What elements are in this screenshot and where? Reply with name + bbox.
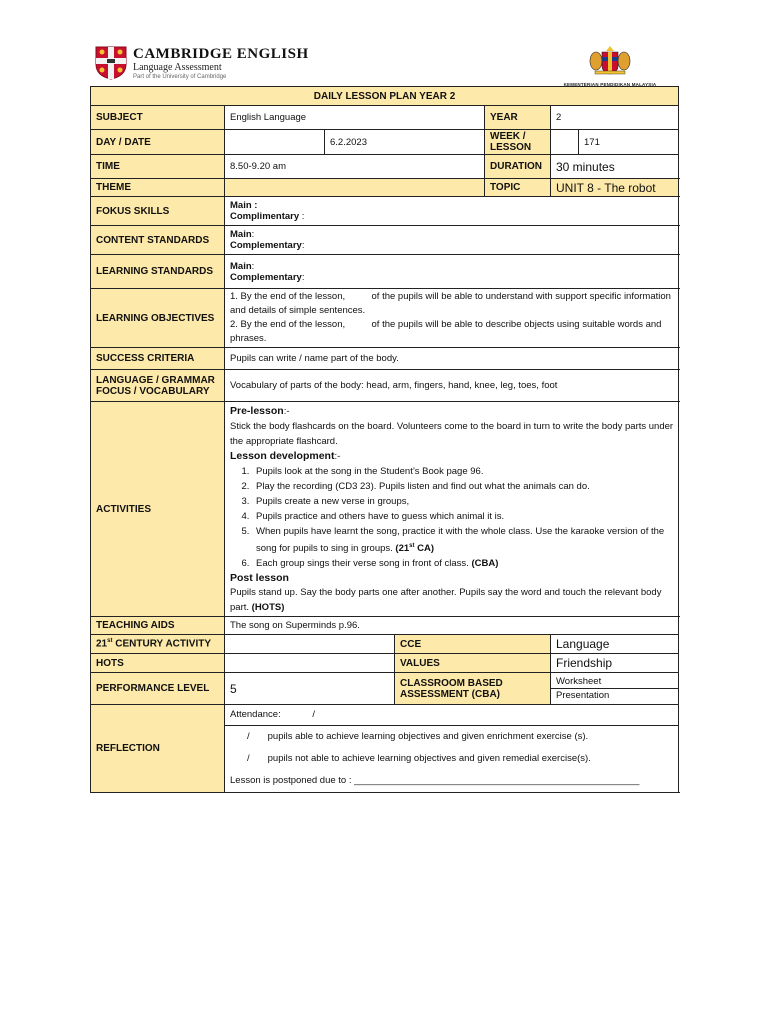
learning-standards-label: LEARNING STANDARDS [91, 255, 225, 289]
theme-label: THEME [91, 179, 225, 197]
lesson-value: 171 [579, 130, 679, 155]
malaysia-crest-icon [585, 44, 635, 76]
subject-value: English Language [225, 106, 485, 130]
logo-tagline: Part of the University of Cambridge [133, 73, 227, 80]
list-item: 1. Pupils look at the song in the Student’s Book page 96. [252, 464, 673, 479]
date-value: 6.2.2023 [325, 130, 485, 155]
activities-value [225, 402, 679, 617]
plan-title: DAILY LESSON PLAN YEAR 2 [91, 87, 679, 106]
topic-value: UNIT 8 - The robot [551, 179, 679, 197]
objective-1: 1. By the end of the lesson, of the pupils will be able to understand with support specific information and details of simple sentences. [230, 291, 674, 316]
lesson-development-heading: Lesson development:- [230, 450, 341, 462]
teaching-aids-label: TEACHING AIDS [91, 617, 225, 635]
list-item: 4. Pupils practice and others have to guess which animal it is. [252, 509, 673, 524]
time-value: 8.50-9.20 am [225, 155, 485, 179]
cce-label: CCE [395, 635, 551, 654]
year-value: 2 [551, 106, 679, 130]
fokus-main: Main : [230, 200, 258, 211]
values-value: Friendship [551, 654, 679, 673]
cba-presentation: Presentation [556, 690, 610, 702]
time-label: TIME [91, 155, 225, 179]
topic-label: TOPIC [485, 179, 551, 197]
logo-subtitle: Language Assessment [133, 61, 222, 73]
success-criteria-value: Pupils can write / name part of the body. [225, 348, 679, 370]
attendance-line: Attendance: / [225, 705, 678, 726]
teaching-aids-value: The song on Superminds p.96. [225, 617, 679, 635]
content-standards-value: Main: Complementary: [225, 226, 679, 255]
cambridge-logo [95, 46, 309, 80]
logo-title: CAMBRIDGE ENGLISH [133, 45, 309, 62]
lesson-plan-table [90, 86, 679, 793]
week-lesson-label: WEEK / LESSON [485, 130, 551, 155]
reflection-value [225, 705, 679, 793]
fokus-skills-label: FOKUS SKILLS [91, 197, 225, 226]
day-date-label: DAY / DATE [91, 130, 225, 155]
list-item: 5. When pupils have learnt the song, practice it with the whole class. Use the karaoke version of the song for pupils to sing in groups. (21st CA) [252, 524, 673, 556]
fokus-comp-line: Complimentary : [230, 211, 305, 222]
document-header [95, 46, 675, 86]
reflection-line-2: / pupils not able to achieve learning objectives and given remedial exercise(s). [247, 753, 591, 765]
language-focus-label: LANGUAGE / GRAMMAR FOCUS / VOCABULARY [91, 370, 225, 402]
pre-lesson-text: Stick the body flashcards on the board. Volunteers come to the board in turn to write the body parts under the appropriate flashcard. [230, 421, 674, 447]
ministry-crest [555, 44, 665, 87]
learning-objectives-label: LEARNING OBJECTIVES [91, 289, 225, 348]
theme-value [225, 179, 485, 197]
list-item: 2. Play the recording (CD3 23). Pupils listen and find out what the animals can do. [252, 479, 673, 494]
values-label: VALUES [395, 654, 551, 673]
cba-label: CLASSROOM BASED ASSESSMENT (CBA) [395, 673, 551, 705]
list-item: 3. Pupils create a new verse in groups, [252, 494, 673, 509]
performance-level-value: 5 [225, 673, 395, 705]
post-lesson-heading: Post lesson [230, 572, 289, 585]
cba-worksheet: Worksheet [551, 675, 678, 689]
performance-level-label: PERFORMANCE LEVEL [91, 673, 225, 705]
cba-value [551, 673, 679, 705]
year-label: YEAR [485, 106, 551, 130]
reflection-line-1: / pupils able to achieve learning objectives and given enrichment exercise (s). [247, 731, 589, 743]
subject-label: SUBJECT [91, 106, 225, 130]
list-item: 6. Each group sings their verse song in front of class. (CBA) [252, 556, 673, 571]
learning-objectives-value [225, 289, 679, 348]
hots-value [225, 654, 395, 673]
cambridge-shield-icon [95, 46, 127, 80]
learning-standards-value: Main: Complementary: [225, 255, 679, 289]
reflection-label: REFLECTION [91, 705, 225, 793]
century-activity-value [225, 635, 395, 654]
language-focus-value: Vocabulary of parts of the body: head, arm, fingers, hand, knee, leg, toes, foot [225, 370, 679, 402]
day-value [225, 130, 325, 155]
postponed-line: Lesson is postponed due to : ______________________________________________________ [230, 775, 640, 787]
activities-label: ACTIVITIES [91, 402, 225, 617]
success-criteria-label: SUCCESS CRITERIA [91, 348, 225, 370]
pre-lesson-heading: Pre-lesson:- [230, 405, 290, 417]
duration-value: 30 minutes [551, 155, 679, 179]
hots-label: HOTS [91, 654, 225, 673]
crest-caption: KEMENTERIAN PENDIDIKAN MALAYSIA [563, 82, 657, 87]
cce-value: Language [551, 635, 679, 654]
objective-2: 2. By the end of the lesson, of the pupils will be able to describe objects using suitable words and phrases. [230, 319, 665, 344]
duration-label: DURATION [485, 155, 551, 179]
content-standards-label: CONTENT STANDARDS [91, 226, 225, 255]
century-activity-label: 21st CENTURY ACTIVITY [91, 635, 225, 654]
week-value [551, 130, 579, 155]
fokus-skills-value [225, 197, 679, 226]
lesson-development-list [230, 464, 673, 571]
post-lesson-text: Pupils stand up. Say the body parts one after another. Pupils say the word and touch the relevant body part. (HOTS) [230, 587, 662, 614]
